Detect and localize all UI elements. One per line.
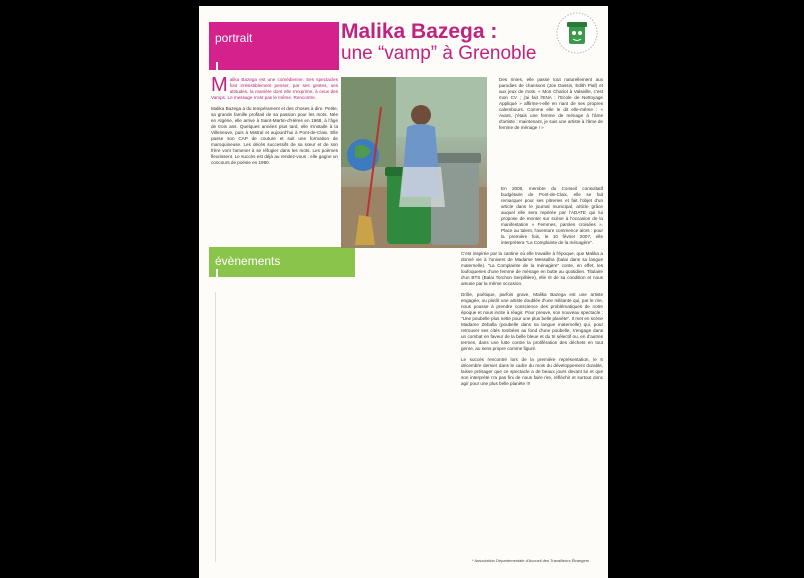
left-paragraph: Malika Bazega a du tempérament et des choses à dire. Petite, sa grande famille profitait de sa passion pour les mots. Née en Algérie, elle arrive à Saint-Martin-d'Hères en 1968, à l'âge de trois ans. Quelques années plus tard, elle s'installe à la Villeneuve, puis à Mistral et aujourd'hui à Pont-de-Claix. Elle passe son CAP de couture et suit une formation de maroquineuse. Les décès successifs de sa sœur et de son frère vont l'amener à se réfugier dans les mots. Les poèmes fleurissent. Le succès est déjà au rendez-vous : elle gagne un concours de poésie en 1990. — [211, 106, 338, 165]
intro-text: alika Bazega est une comédienne. Ses spectacles font irrésistiblement penser, par ses gestes, ses attitudes, la manière dont elle s'exprime, à ceux des Vamps. Le message n'est pas le même. Rencontre. — [211, 77, 338, 100]
portrait-section-band — [209, 22, 339, 70]
band-tick — [216, 62, 218, 70]
intro-paragraph — [211, 74, 338, 101]
article-subtitle: une “vamp” à Grenoble — [341, 43, 537, 64]
left-column — [211, 74, 338, 171]
bin-cartoon-badge-icon — [555, 11, 599, 55]
right-paragraph-3: C'est inspirée par la cantine où elle travaille à l'époque, que Malika a donné vie à l'univers de Madame Messalha (balai dans sa langue maternelle). "La Complainte de la ménagère" conte, en effet, les loufoqueries d'une femme de ménage en butte au quotidien. Titulaire d'un BTS (Balai Torchon Serpillière), elle rit de sa condition et nous amuse par la même occasion. — [461, 251, 603, 286]
right-column — [461, 186, 603, 392]
band-tick — [216, 269, 218, 277]
dropcap-letter: M — [211, 74, 228, 96]
column-rule — [215, 292, 216, 562]
article-title: Malika Bazega : — [341, 20, 498, 43]
events-section-label: évènements — [215, 254, 281, 268]
magazine-page — [199, 6, 608, 578]
footnote: * Association Départementale d'Accueil des Travailleurs Étrangers — [472, 558, 590, 563]
portrait-section-label: portrait — [215, 31, 253, 45]
right-paragraph-4: Drôle, poétique, parfois grave, Malika Bazega est une artiste engagée, ou plutôt une artiste doublée d'une militante qui, par le rire, nous pousse à prendre conscience des problématiques de notre époque et nous incite à réagir. Pour preuve, son nouveau spectacle : "Une poubelle plus nette pour une plus belle planète". Il met en scène Madame Zeballa (poubelle dans sa langue maternelle) qui, pour retrouver ses cités tombées au fond d'une poubelle, s'engage dans un combat en faveur de la belle bleue et du tri sélectif ou, en d'autres termes, dans une lutte contre la prolifération des déchets en tout genre, au sens propre comme figuré. — [461, 292, 603, 351]
right-column-top: Des rimes, elle passe tout naturellement aux parodies de chansons (Joe Dassin, Edith Piaf) et aux jeux de mots. « Mon Chariot à Valseille, c'est mon CV ; j'ai fait l'ENA : l'Ecole de Nettoyage Appliqué » affirme-t-elle en riant de ses propres calembours. Comme elle le dit elle-même : « Avant, j'étais une femme de ménage à l'âme d'artiste ; maintenant, je suis une artiste à l'âme de femme de ménage ! » — [499, 77, 603, 130]
events-section-band — [209, 247, 355, 277]
right-paragraph-2: En 2006, membre du Conseil consultatif budgétaire de Pont-de-Claix, elle se fait remarquer pour ses pitreries et fait l'objet d'un article dans le journal municipal, article grâce auquel elle sera repérée par l'ADATE qui lui propose de monter sur scène à l'occasion de la manifestation « Femmes, paroles croisées ». Place au talent, l'aventure commence alors : pour la première fois, le 10 février 2007, elle interprètera "La Complainte de la ménagère". — [501, 186, 603, 245]
right-paragraph-5: Le succès rencontré lors de la première représentation, le 6 décembre dernier dans le cadre du mois du développement durable, laisse présager que ce spectacle a de beaux jours devant lui et que son interprète n'a pas fini de nous faire rire, réfléchir et surtout donc agir pour une plus belle planète !!! — [461, 357, 603, 386]
